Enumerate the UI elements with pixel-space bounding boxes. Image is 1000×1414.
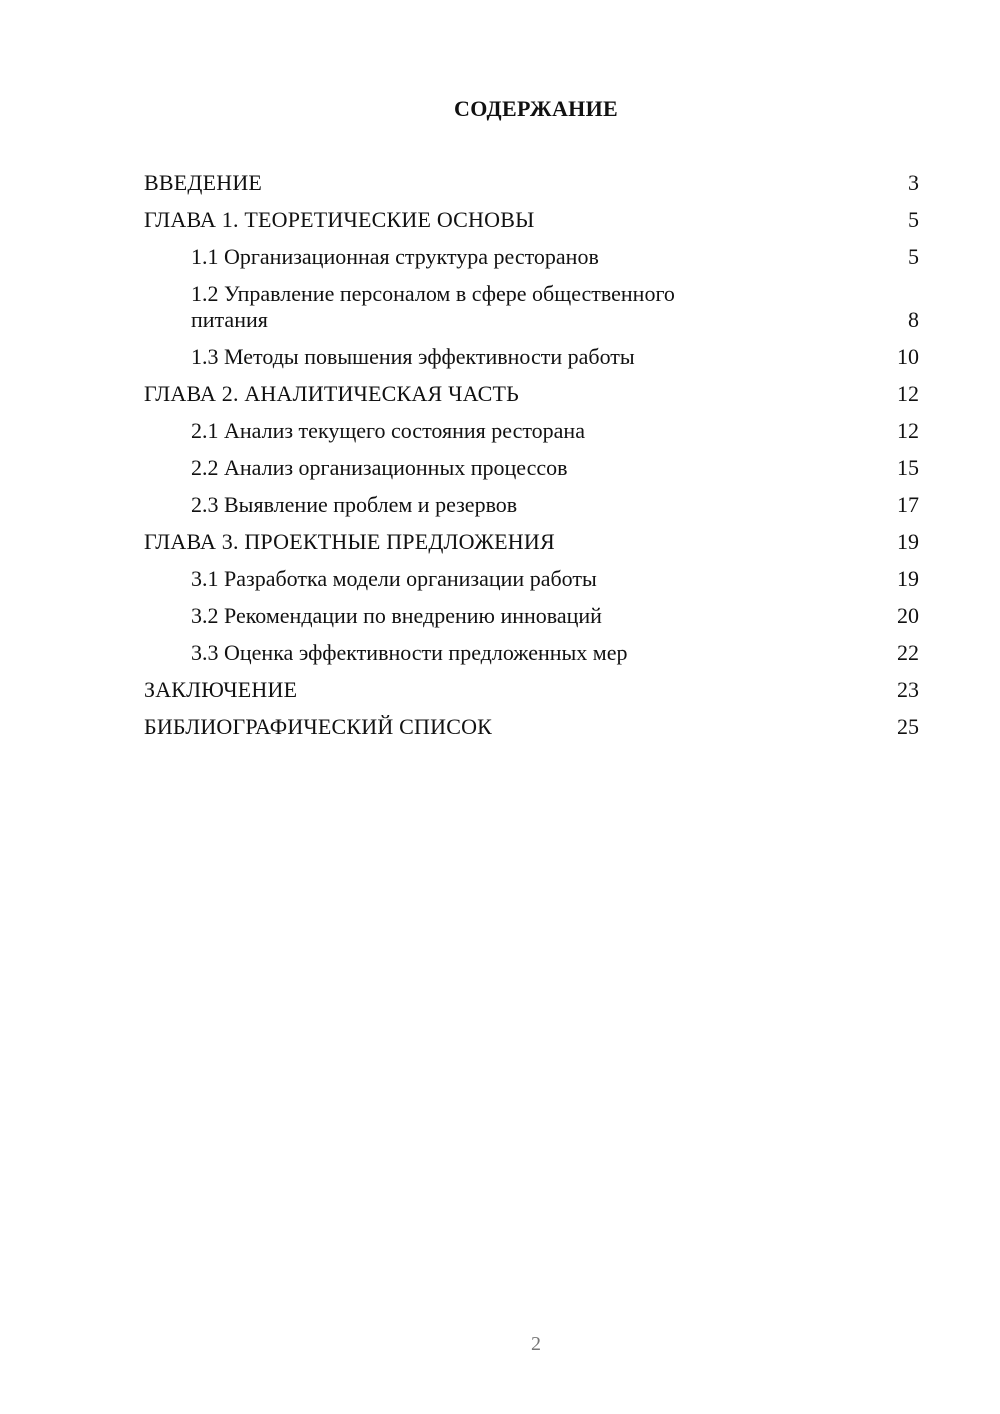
toc-subentry-page: 10	[897, 344, 919, 369]
toc-subentry[interactable]	[144, 603, 919, 629]
toc-subentry-label: 3.3 Оценка эффективности предложенных мер	[191, 640, 628, 665]
toc-entry[interactable]	[144, 677, 919, 703]
toc-subentry-page: 17	[897, 492, 919, 517]
toc-entry[interactable]	[144, 381, 919, 407]
toc-entry-page: 5	[908, 207, 919, 232]
toc-subentry-page: 15	[897, 455, 919, 480]
toc-subentry-label: 1.1 Организационная структура ресторанов	[191, 244, 599, 269]
toc-entry[interactable]	[144, 714, 919, 740]
toc-entry[interactable]	[144, 207, 919, 233]
toc-subentry[interactable]	[144, 640, 919, 666]
toc-entry-label: ГЛАВА 3. ПРОЕКТНЫЕ ПРЕДЛОЖЕНИЯ	[144, 529, 555, 554]
toc-subentry-label: 3.1 Разработка модели организации работы	[191, 566, 597, 591]
toc-subentry-page: 12	[897, 418, 919, 443]
toc-subentry-page: 5	[908, 244, 919, 269]
toc-entry-label: ЗАКЛЮЧЕНИЕ	[144, 677, 298, 702]
toc-subentry[interactable]	[144, 281, 919, 333]
table-of-contents	[144, 170, 919, 751]
toc-entry-page: 23	[897, 677, 919, 702]
toc-subentry[interactable]	[144, 244, 919, 270]
toc-subentry-label: 2.1 Анализ текущего состояния ресторана	[191, 418, 585, 443]
toc-subentry-label: 3.2 Рекомендации по внедрению инноваций	[191, 603, 602, 628]
toc-subentry-label: 1.3 Методы повышения эффективности работы	[191, 344, 635, 369]
toc-subentry[interactable]	[144, 418, 919, 444]
toc-subentry-page: 19	[897, 566, 919, 591]
toc-entry[interactable]	[144, 170, 919, 196]
page-title: СОДЕРЖАНИЕ	[454, 96, 618, 121]
toc-subentry-label: 2.3 Выявление проблем и резервов	[191, 492, 518, 517]
toc-subentry[interactable]	[144, 455, 919, 481]
toc-subentry[interactable]	[144, 344, 919, 370]
toc-entry-label: ГЛАВА 1. ТЕОРЕТИЧЕСКИЕ ОСНОВЫ	[144, 207, 535, 232]
toc-subentry-page: 22	[897, 640, 919, 665]
toc-subentry[interactable]	[144, 492, 919, 518]
toc-entry-label: ГЛАВА 2. АНАЛИТИЧЕСКАЯ ЧАСТЬ	[144, 381, 519, 406]
toc-subentry-label: 2.2 Анализ организационных процессов	[191, 455, 568, 480]
toc-subentry-label: 1.2 Управление персоналом в сфере общественного питания	[191, 281, 675, 332]
toc-subentry-page: 8	[908, 307, 919, 332]
toc-subentry-page: 20	[897, 603, 919, 628]
toc-entry[interactable]	[144, 529, 919, 555]
toc-entry-page: 3	[908, 170, 919, 195]
toc-entry-page: 12	[897, 381, 919, 406]
page-number: 2	[531, 1333, 541, 1355]
toc-entry-page: 19	[897, 529, 919, 554]
toc-entry-page: 25	[897, 714, 919, 739]
toc-entry-label: ВВЕДЕНИЕ	[144, 170, 263, 195]
toc-subentry[interactable]	[144, 566, 919, 592]
toc-entry-label: БИБЛИОГРАФИЧЕСКИЙ СПИСОК	[144, 714, 493, 739]
